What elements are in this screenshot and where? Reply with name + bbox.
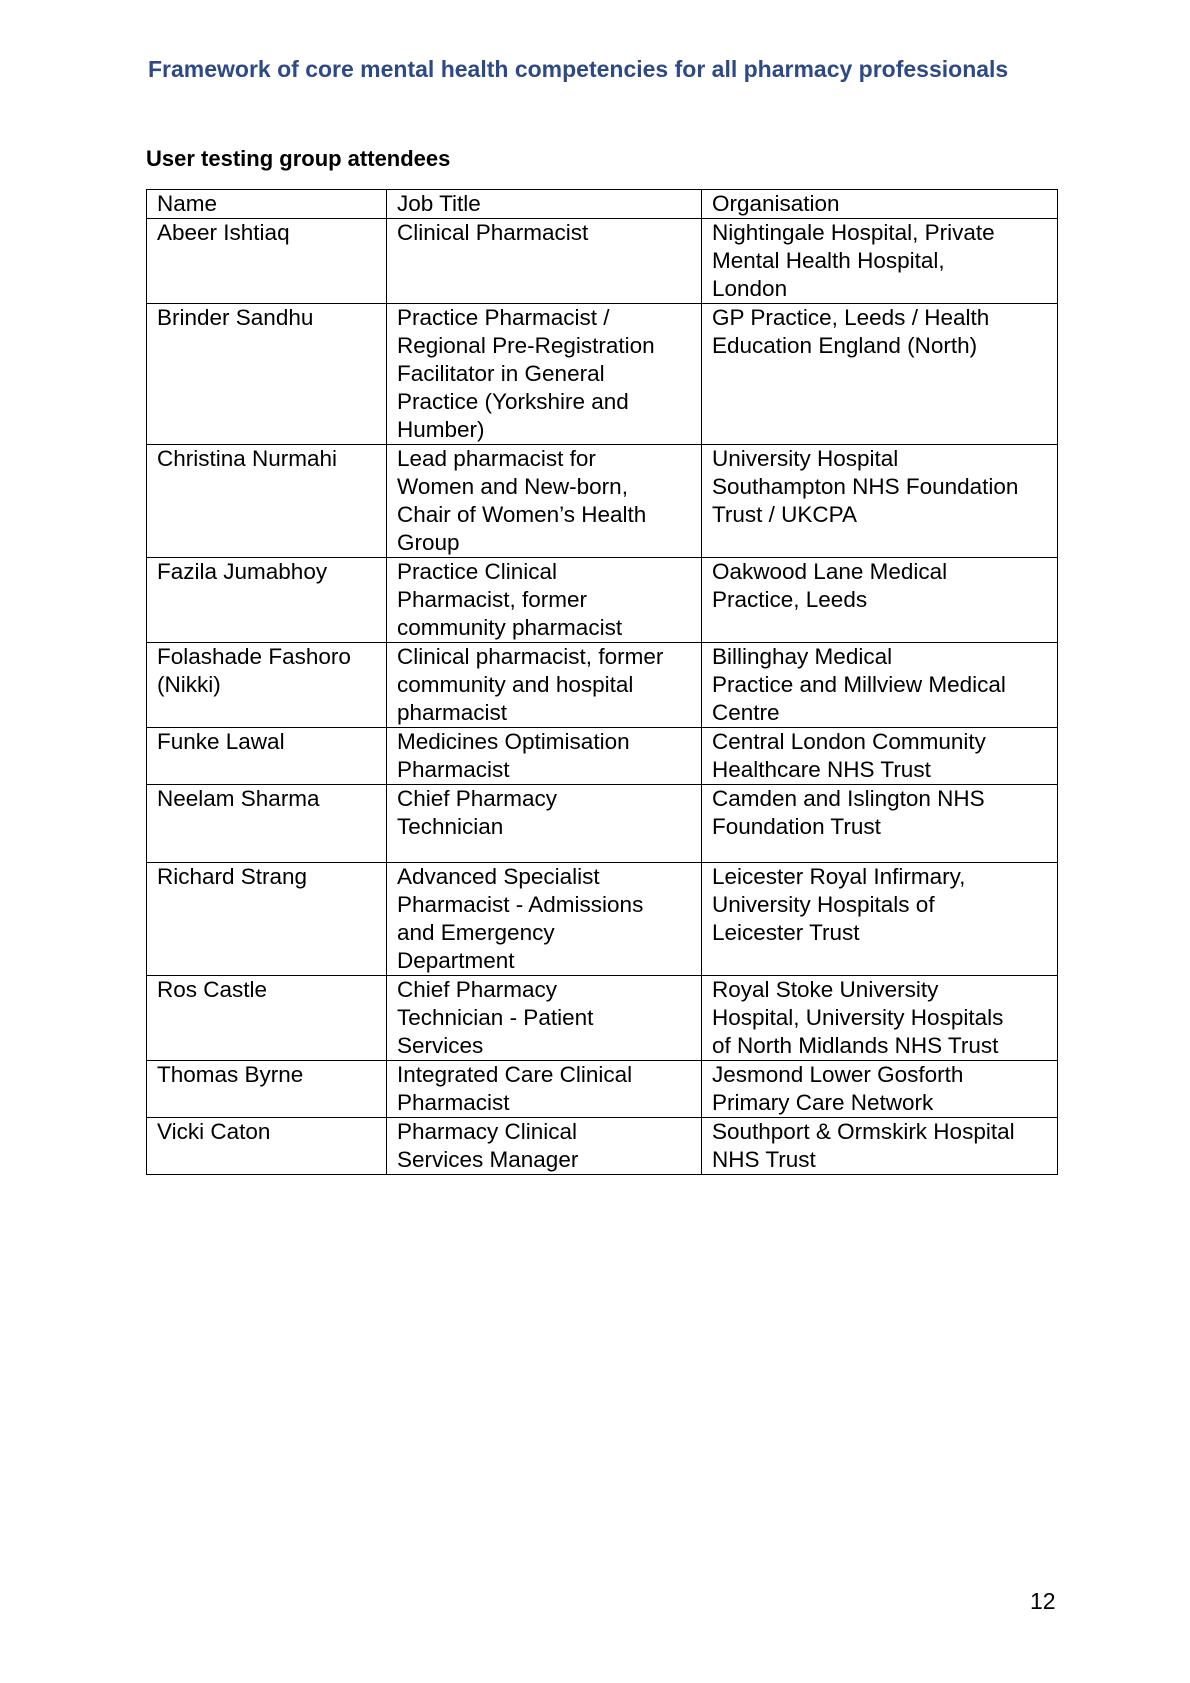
cell-text-line: University Hospital	[712, 446, 899, 471]
table-row	[147, 1118, 1058, 1175]
cell-name	[147, 728, 387, 785]
cell-text-line: Folashade Fashoro	[157, 644, 351, 669]
cell-text-line: Advanced Specialist	[397, 864, 600, 889]
cell-text-line: Pharmacist, former	[397, 587, 588, 612]
document-header: Framework of core mental health competencies for all pharmacy professionals	[148, 56, 1009, 82]
cell-text-line: Lead pharmacist for	[397, 446, 596, 471]
header-cell-name: Name	[147, 190, 387, 219]
cell-name	[147, 445, 387, 558]
cell-text-line: Camden and Islington NHS	[712, 786, 985, 811]
cell-text-line: Vicki Caton	[157, 1119, 271, 1144]
cell-text-line: Leicester Royal Infirmary,	[712, 864, 966, 889]
cell-job-title	[387, 1118, 702, 1175]
cell-name	[147, 304, 387, 445]
cell-text-line: Oakwood Lane Medical	[712, 559, 948, 584]
table-row	[147, 219, 1058, 304]
section-title: User testing group attendees	[146, 146, 451, 171]
header-cell-job-title: Job Title	[387, 190, 702, 219]
cell-organisation	[702, 643, 1058, 728]
table-header-row	[147, 190, 1058, 219]
cell-job-title	[387, 558, 702, 643]
cell-text-line: Jesmond Lower Gosforth	[712, 1062, 964, 1087]
cell-text-line: Humber)	[397, 417, 485, 442]
page-number: 12	[1030, 1588, 1056, 1614]
cell-text-line: Brinder Sandhu	[157, 305, 314, 330]
cell-name	[147, 863, 387, 976]
cell-job-title	[387, 1061, 702, 1118]
cell-text-line: Facilitator in General	[397, 361, 605, 386]
attendees-table	[146, 189, 1058, 1175]
header-cell-organisation: Organisation	[702, 190, 1058, 219]
cell-text-line: Services Manager	[397, 1147, 579, 1172]
cell-text-line: Practice, Leeds	[712, 587, 868, 612]
cell-job-title	[387, 863, 702, 976]
cell-text-line: Primary Care Network	[712, 1090, 934, 1115]
cell-text-line: Practice Clinical	[397, 559, 558, 584]
cell-organisation	[702, 219, 1058, 304]
cell-text-line: Pharmacist - Admissions	[397, 892, 644, 917]
cell-name	[147, 1118, 387, 1175]
cell-text-line: Healthcare NHS Trust	[712, 757, 931, 782]
table-row	[147, 643, 1058, 728]
cell-text-line: Thomas Byrne	[157, 1062, 304, 1087]
cell-text-line: Foundation Trust	[712, 814, 881, 839]
cell-text-line: Funke Lawal	[157, 729, 285, 754]
cell-text-line: Medicines Optimisation	[397, 729, 630, 754]
cell-text-line: Pharmacist	[397, 1090, 510, 1115]
cell-job-title	[387, 304, 702, 445]
cell-organisation	[702, 728, 1058, 785]
cell-text-line: Pharmacist	[397, 757, 510, 782]
cell-text-line: Department	[397, 948, 515, 973]
cell-text-line: Regional Pre-Registration	[397, 333, 655, 358]
cell-text-line: Chief Pharmacy	[397, 977, 558, 1002]
cell-text-line: pharmacist	[397, 700, 508, 725]
cell-text-line: (Nikki)	[157, 672, 221, 697]
cell-job-title	[387, 219, 702, 304]
cell-text-line: Clinical pharmacist, former	[397, 644, 664, 669]
cell-text-line: London	[712, 276, 788, 301]
cell-name	[147, 643, 387, 728]
cell-text-line: Women and New-born,	[397, 474, 628, 499]
cell-text-line: GP Practice, Leeds / Health	[712, 305, 990, 330]
cell-name	[147, 785, 387, 863]
cell-text-line: and Emergency	[397, 920, 555, 945]
cell-text-line: Nightingale Hospital, Private	[712, 220, 995, 245]
cell-text-line: Integrated Care Clinical	[397, 1062, 633, 1087]
cell-name	[147, 976, 387, 1061]
table-row	[147, 445, 1058, 558]
cell-job-title	[387, 445, 702, 558]
cell-text-line: Mental Health Hospital,	[712, 248, 945, 273]
cell-job-title	[387, 643, 702, 728]
cell-text-line: Leicester Trust	[712, 920, 860, 945]
cell-text-line: community and hospital	[397, 672, 634, 697]
cell-text-line: Technician - Patient	[397, 1005, 594, 1030]
cell-name	[147, 558, 387, 643]
cell-text-line: Royal Stoke University	[712, 977, 939, 1002]
cell-text-line: University Hospitals of	[712, 892, 935, 917]
cell-text-line: Abeer Ishtiaq	[157, 220, 290, 245]
cell-text-line: Centre	[712, 700, 780, 725]
table-row	[147, 558, 1058, 643]
cell-name	[147, 219, 387, 304]
cell-organisation	[702, 445, 1058, 558]
cell-job-title	[387, 728, 702, 785]
cell-organisation	[702, 304, 1058, 445]
cell-organisation	[702, 863, 1058, 976]
cell-organisation	[702, 785, 1058, 863]
cell-organisation	[702, 1061, 1058, 1118]
cell-text-line: Practice (Yorkshire and	[397, 389, 629, 414]
cell-text-line: Practice Pharmacist /	[397, 305, 610, 330]
cell-text-line: Education England (North)	[712, 333, 978, 358]
table-row	[147, 863, 1058, 976]
cell-job-title	[387, 976, 702, 1061]
cell-text-line: Practice and Millview Medical	[712, 672, 1006, 697]
cell-organisation	[702, 976, 1058, 1061]
cell-text-line: Technician	[397, 814, 504, 839]
cell-text-line: Clinical Pharmacist	[397, 220, 589, 245]
cell-text-line: of North Midlands NHS Trust	[712, 1033, 999, 1058]
cell-text-line: Group	[397, 530, 460, 555]
cell-text-line: Pharmacy Clinical	[397, 1119, 578, 1144]
table-row	[147, 304, 1058, 445]
table-body	[147, 190, 1058, 1175]
cell-text-line: Christina Nurmahi	[157, 446, 338, 471]
cell-text-line: NHS Trust	[712, 1147, 816, 1172]
cell-text-line: Billinghay Medical	[712, 644, 893, 669]
cell-text-line: Services	[397, 1033, 484, 1058]
table-row	[147, 785, 1058, 863]
cell-text-line: Fazila Jumabhoy	[157, 559, 328, 584]
cell-text-line: Chief Pharmacy	[397, 786, 558, 811]
table-row	[147, 976, 1058, 1061]
cell-text-line: Southampton NHS Foundation	[712, 474, 1019, 499]
cell-text-line: community pharmacist	[397, 615, 623, 640]
cell-text-line: Hospital, University Hospitals	[712, 1005, 1004, 1030]
cell-text-line: Trust / UKCPA	[712, 502, 858, 527]
table-row	[147, 1061, 1058, 1118]
cell-name	[147, 1061, 387, 1118]
cell-text-line: Central London Community	[712, 729, 986, 754]
cell-text-line: Richard Strang	[157, 864, 308, 889]
cell-text-line: Southport & Ormskirk Hospital	[712, 1119, 1015, 1144]
cell-text-line: Chair of Women’s Health	[397, 502, 647, 527]
cell-organisation	[702, 1118, 1058, 1175]
cell-job-title	[387, 785, 702, 863]
cell-organisation	[702, 558, 1058, 643]
table-row	[147, 728, 1058, 785]
cell-text-line: Neelam Sharma	[157, 786, 320, 811]
cell-text-line: Ros Castle	[157, 977, 268, 1002]
